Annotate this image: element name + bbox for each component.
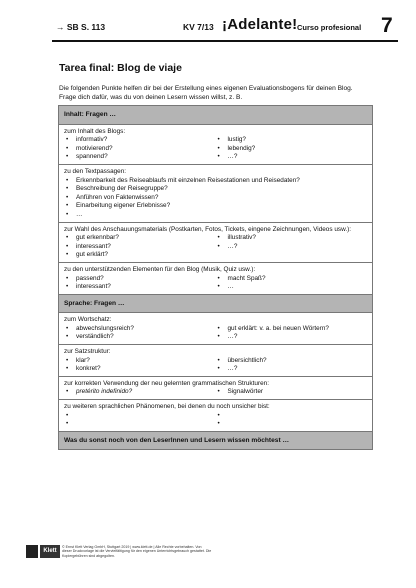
list-item: • gut erklärt: v. a. bei neuen Wörtern? (216, 325, 368, 334)
course-name: Curso profesional (297, 23, 362, 32)
list-item: • Signalwörter (216, 388, 368, 397)
logo-wordmark: Klett (40, 545, 60, 558)
list-item: • lebendig? (216, 145, 368, 154)
row-grammar (59, 377, 372, 400)
list-item: • abwechslungsreich? (64, 325, 216, 334)
list-item: • verständlich? (64, 333, 216, 342)
logo-mark-icon (26, 545, 38, 558)
row-label: zum Inhalt des Blogs: (64, 127, 126, 135)
row-label: zur korrekten Verwendung der neu gelernten grammatischen Strukturen: (64, 379, 269, 387)
row-label: zu weiteren sprachlichen Phänomenen, bei denen du noch unsicher bist: (64, 403, 270, 411)
publisher-logo (26, 545, 60, 558)
list-item: • gut erkennbar? (64, 234, 216, 243)
list-item (216, 412, 368, 421)
row-blog-content (59, 125, 372, 165)
list-item: • illustrativ? (216, 234, 368, 243)
page-header (52, 14, 398, 40)
unit-number: 7 (381, 14, 393, 37)
list-item: • …? (216, 365, 368, 374)
list-item: • konkret? (64, 365, 216, 374)
list-item (216, 420, 368, 429)
list-item: • klar? (64, 357, 216, 366)
list-item: • macht Spaß? (216, 275, 368, 284)
row-other-phenomena (59, 400, 372, 432)
list-item: • spannend? (64, 153, 216, 162)
row-sentence-structure (59, 345, 372, 377)
list-item: • Beschreibung der Reisegruppe? (64, 185, 367, 194)
section-header-inhalt: Inhalt: Fragen … (59, 106, 372, 125)
section-header-sonst: Was du sonst noch von den LeserInnen und Lesern wissen möchtest … (59, 432, 372, 451)
list-item: • …? (216, 333, 368, 342)
list-item: • übersichtlich? (216, 357, 368, 366)
list-item: • … (64, 211, 367, 220)
copyright-notice: © Ernst Klett Verlag GmbH, Stuttgart 2019 | www.klett.de | Alle Rechte vorbehalten. Von dieser Druckvorlage ist die Vervielfältigung für den eigenen Unterrichtsgebrauch gestattet. Die Kopiergebühren sind abgegolten. (62, 545, 212, 558)
row-visual-material (59, 223, 372, 263)
brand-title: ¡Adelante! (222, 16, 298, 33)
intro-text: Die folgenden Punkte helfen dir bei der Erstellung eines eigenen Evaluationsbogens für deinen Blog. Frage dich dafür, was du von deinen Lesern wissen willst, z. B. (59, 85, 353, 101)
list-item: • pretérito indefinido? (64, 388, 216, 397)
list-item: • Einarbeitung eigener Erlebnisse? (64, 202, 367, 211)
list-item: • interessant? (64, 243, 216, 252)
header-rule (52, 40, 398, 42)
row-label: zur Wahl des Anschauungsmaterials (Postkarten, Fotos, Tickets, eingene Zeichnungen, Videos usw.): (64, 225, 352, 233)
list-item: • informativ? (64, 136, 216, 145)
student-book-reference: → SB S. 113 (56, 22, 106, 32)
list-item: • interessant? (64, 283, 216, 292)
list-item: • … (216, 283, 368, 292)
list-item: • …? (216, 153, 368, 162)
list-item: • …? (216, 243, 368, 252)
row-vocabulary (59, 313, 372, 345)
list-item: • lustig? (216, 136, 368, 145)
evaluation-form (58, 105, 373, 450)
row-supporting-elements (59, 263, 372, 295)
list-item: • motivierend? (64, 145, 216, 154)
row-label: zu den Textpassagen: (64, 167, 127, 175)
list-item: • Erkennbarkeit des Reiseablaufs mit einzelnen Reisestationen und Reisedaten? (64, 177, 367, 186)
row-label: zu den unterstützenden Elementen für den Blog (Musik, Quiz usw.): (64, 265, 256, 273)
page-title: Tarea final: Blog de viaje (59, 62, 182, 74)
worksheet-code: KV 7/13 (183, 22, 214, 32)
row-text-passages (59, 165, 372, 223)
list-item: • Anführen von Faktenwissen? (64, 194, 367, 203)
row-label: zum Wortschatz: (64, 316, 112, 324)
list-item: • gut erklärt? (64, 251, 216, 260)
section-header-sprache: Sprache: Fragen … (59, 295, 372, 314)
list-item: • passend? (64, 275, 216, 284)
list-item (64, 412, 216, 421)
list-item (64, 420, 216, 429)
row-label: zur Satzstruktur: (64, 348, 111, 356)
